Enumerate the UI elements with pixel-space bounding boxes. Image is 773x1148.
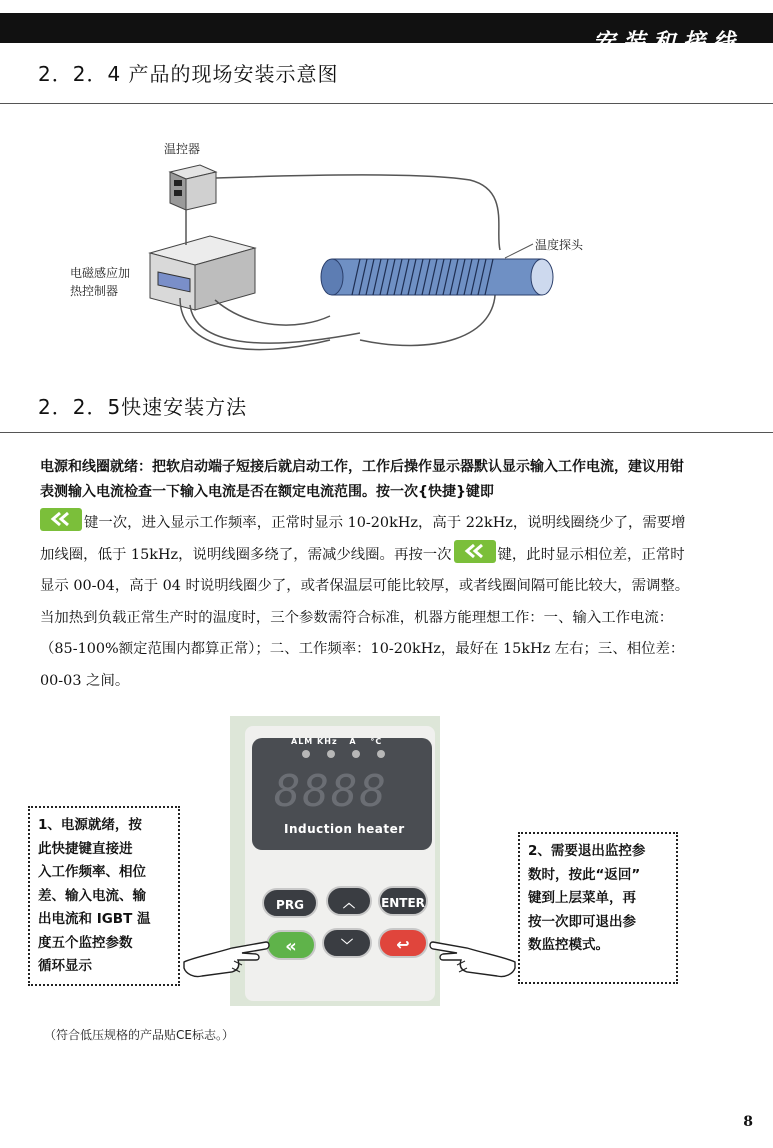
paragraph-text-b: 键，此时显示相位差，正常时显示 00-04，高于 04 时说明线圈少了，或者保温层可能比较厚，或者线圈间隔可能比较大，需调整。当加热到负载正常生产时的温度时，三个参数需符合标准，机器方能理想工作：一、输入工作电流：（85-100%额定范围内都算正常）；二、工作频率：10-20kHz，最好在 15kHz 左右；三、相位差：00-03 之间。: [40, 546, 690, 689]
paragraph-text-a: 键一次，进入显示工作频率，正常时显示 10-20kHz，高于 22kHz，说明线圈绕少了，需要增加线圈，低于 15kHz，说明线圈多绕了，需减少线圈。再按一次: [40, 515, 686, 563]
callout-line: 循环显示: [38, 958, 92, 974]
callout-line: 数监控模式。: [528, 937, 609, 953]
callout-line: 按一次即可退出参: [528, 913, 636, 930]
instructions-paragraph-1: 电源和线圈就绪：把软启动端子短接后就启动工作，工作后操作显示器默认显示输入工作电流，建议用钳表测输入电流检查一下输入电流是否在额定电流范围。按一次{快捷}键即: [40, 459, 684, 500]
instructions-paragraph-2: [40, 508, 690, 697]
thermostat-icon: [170, 165, 216, 210]
led-indicator: [352, 750, 360, 758]
display-digits: 8888: [274, 770, 388, 810]
up-button[interactable]: ︿: [326, 886, 372, 916]
callout-line: 数时，按此“返回”: [528, 866, 641, 883]
callout-back-key: [518, 832, 678, 984]
divider: [0, 103, 773, 104]
seven-segment-display: [272, 770, 412, 810]
callout-line: 出电流和 IGBT 温: [38, 911, 151, 927]
enter-button[interactable]: ENTER: [378, 886, 428, 916]
led-label-a: A: [349, 737, 357, 746]
callout-line: 2、需要退出监控参: [528, 843, 646, 859]
controller-label-line1: 电磁感应加: [70, 266, 131, 280]
section-2-2-4-title: 2．2．4 产品的现场安装示意图: [38, 62, 339, 86]
led-label-celsius: °C: [370, 737, 383, 746]
quick-key-icon: [40, 508, 82, 531]
thermostat-label: 温控器: [164, 142, 201, 156]
led-indicator: [327, 750, 335, 758]
back-button[interactable]: ↩: [378, 928, 428, 958]
brand-label: Induction heater: [284, 822, 405, 836]
page-number: 8: [743, 1114, 753, 1130]
down-button[interactable]: ﹀: [322, 928, 372, 958]
led-indicator: [302, 750, 310, 758]
callout-line: 1、电源就绪，按: [38, 817, 142, 833]
heating-tube: [321, 259, 553, 295]
quick-key-icon: [454, 540, 496, 563]
controller-icon: [150, 236, 255, 310]
section-2-2-5-title: 2．2．5快速安装方法: [38, 395, 248, 419]
header-bar: [0, 13, 773, 55]
callout-line: 此快捷键直接进: [38, 840, 133, 857]
led-label-alm: ALM: [291, 737, 314, 746]
controller-label-line2: 热控制器: [70, 284, 119, 298]
quick-button[interactable]: «: [266, 930, 316, 960]
pointing-hand-right-icon: [425, 918, 517, 988]
callout-line: 入工作频率、相位: [38, 864, 146, 880]
pointing-hand-left-icon: [182, 918, 272, 988]
divider: [0, 432, 773, 433]
installation-diagram: [0, 130, 773, 360]
probe-label: 温度探头: [535, 238, 584, 252]
led-labels: [291, 737, 382, 746]
callout-quick-key: [28, 806, 180, 986]
callout-line: 度五个监控参数: [38, 934, 133, 951]
footnote: （符合低压规格的产品贴CE标志。）: [44, 1028, 234, 1042]
callout-line: 差、输入电流、输: [38, 887, 146, 904]
chapter-title: 安装和接线: [592, 30, 743, 55]
prg-button[interactable]: PRG: [262, 888, 318, 918]
led-label-khz: KHz: [317, 737, 338, 746]
callout-line: 键到上层菜单，再: [528, 890, 636, 906]
led-indicator: [377, 750, 385, 758]
